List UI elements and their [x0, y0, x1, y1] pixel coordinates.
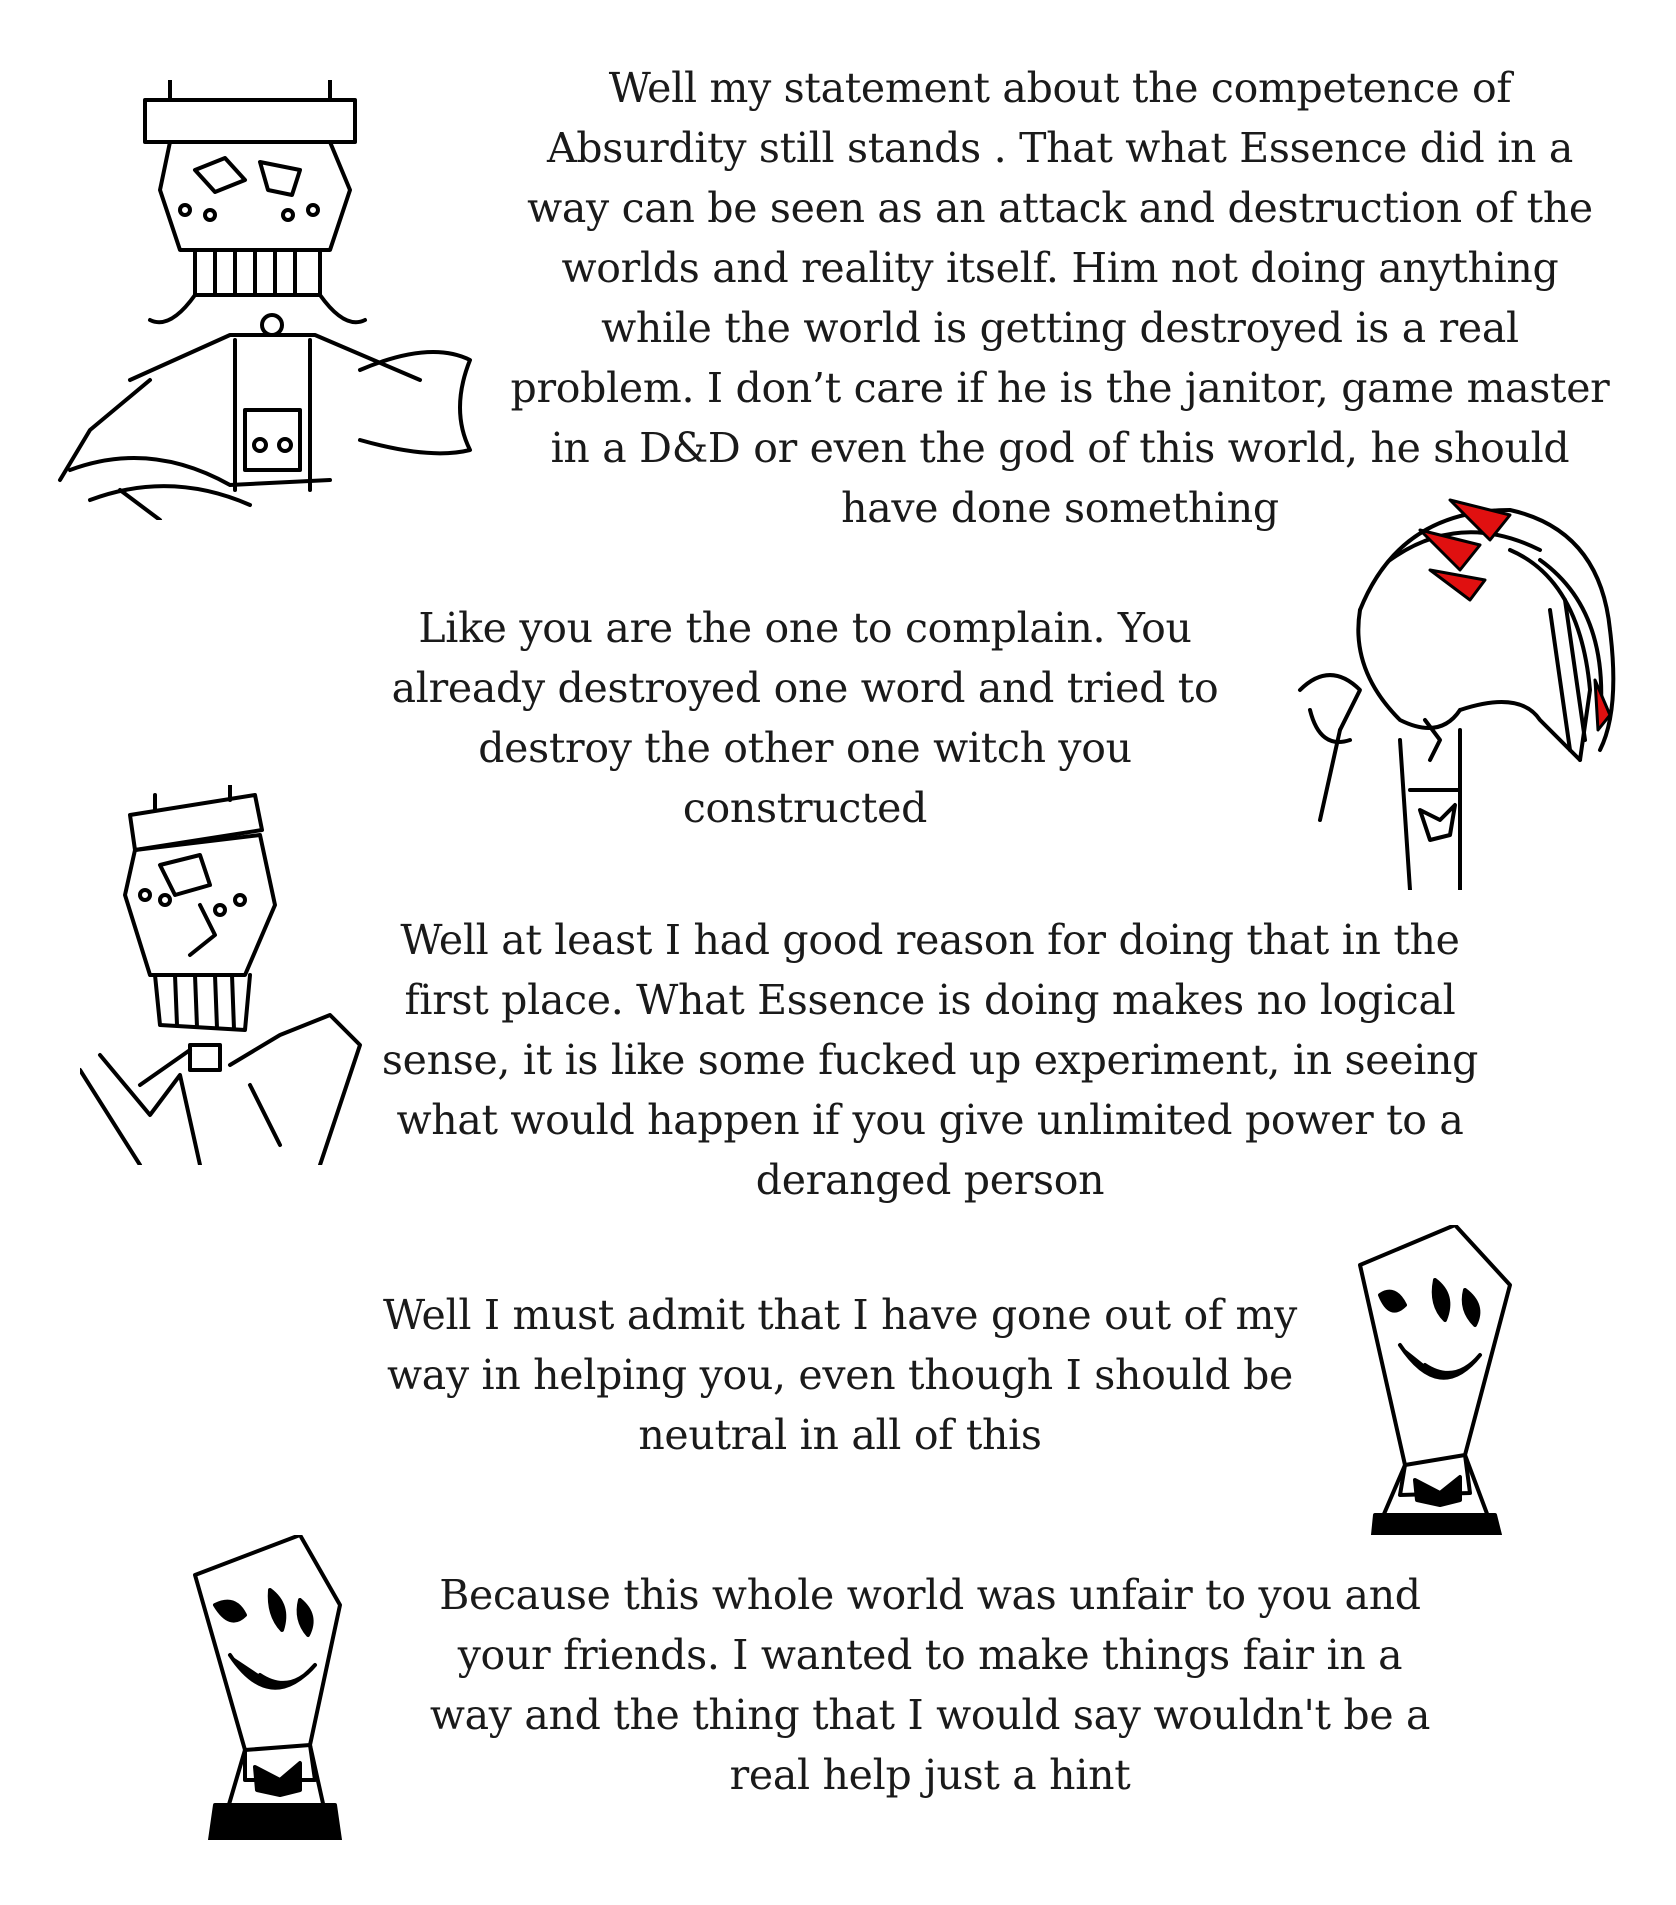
bowing-long-haired-character-icon [1280, 490, 1650, 890]
panel-1-dialogue: Well my statement about the competence of Absurdity still stands . That what Essence did in a way can be seen as an attack and destruction of the worlds and reality itself. Him not doing anything while the world is getting destroyed is a real problem. I don’t care if he is the janitor, game master in a D&D or even the god of this world, he should have done something [510, 64, 1610, 532]
panel-3-dialogue: Well at least I had good reason for doing that in the first place. What Essence is doing makes no logical sense, it is like some fucked up experiment, in seeing what would happen if you give unlimited power to a deranged person [381, 916, 1479, 1204]
top-hat-character-side-icon [80, 785, 370, 1165]
panel-2-dialogue: Like you are the one to complain. You already destroyed one word and tried to destroy the other one witch you constructed [391, 604, 1219, 832]
masked-hooded-character-icon [190, 1535, 390, 1840]
panel-5-dialogue: Because this whole world was unfair to you and your friends. I wanted to make things fair in a way and the thing that I would say wouldn't be a real help just a hint [429, 1571, 1431, 1799]
masked-hooded-character-icon [1345, 1225, 1545, 1535]
panel-4-dialogue: Well I must admit that I have gone out of my way in helping you, even though I should be neutral in all of this [383, 1291, 1297, 1459]
top-hat-bearded-character-icon [30, 80, 480, 520]
